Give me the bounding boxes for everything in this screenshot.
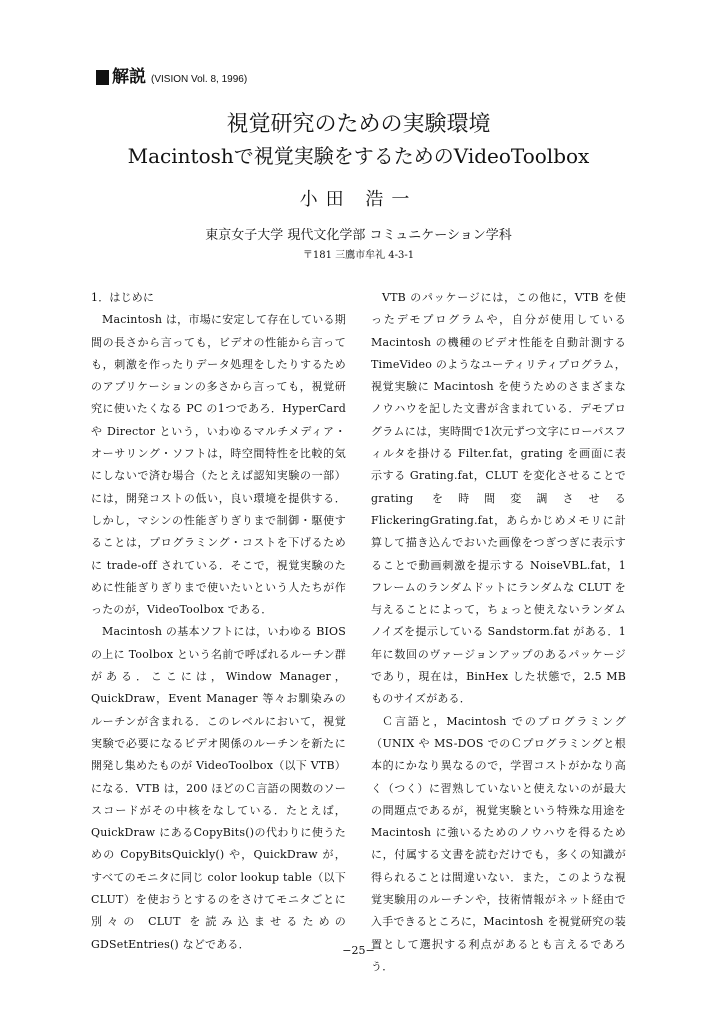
- article-type-label: 解説: [112, 67, 146, 87]
- black-square-icon: [96, 70, 109, 85]
- author-affiliation: 東京女子大学 現代文化学部 コミュニケーション学科: [205, 228, 512, 243]
- left-column: [91, 287, 346, 956]
- source-citation: (VISION Vol. 8, 1996): [151, 74, 248, 85]
- title-line-2: Macintoshで視覚実験をするためのVideoToolbox: [127, 144, 590, 168]
- page-number: −25−: [342, 944, 375, 957]
- body-paragraph: Macintosh は，市場に安定して存在している期間の長さから言っても，ビデオの性能から言っても，刺激を作ったりデータ処理をしたりするためのアプリケーションの多さから言っても，視覚研究に使いたくなる PC の1つであろ．HyperCard や Director という，いわゆるマルチメディア・オーサリング・ソフトは，時空間特性を比較的気にしないで済む場合（たとえば認知実験の一部）には，開発コストの低い，良い環境を提供する．しかし，マシンの性能ぎりぎりまで制御・駆使することは，プログラミング・コストを下げるために trade-off されている．そこで，視覚実験のために性能ぎりぎりまで使いたいという人たちが作ったのが，VideoToolbox である．: [91, 313, 346, 617]
- section-heading: 1．はじめに: [91, 291, 155, 304]
- title-line-1: 視覚研究のための実験環境: [226, 112, 491, 137]
- body-paragraph: Ｃ言語と，Macintosh でのプログラミング（UNIX や MS-DOS でのＣプログラミングと根本的にかなり異なるので，学習コストがかなり高く（つく）に習熟していないと使えないのが最大の問題点であるが，視覚実験という特殊な用途を Macintosh に強いるためのノウハウを得るために，付属する文書を読むだけでも，多くの知識が得られることは間違いない．また，このような視覚実験用のルーチンや，技術情報がネット経由で入手できるところに，Macintosh を視覚研究の装置として選択する利点があるとも言えるであろう．: [371, 714, 626, 973]
- author-name: 小田 浩一: [299, 189, 418, 210]
- body-paragraph: VTB のパッケージには，この他に，VTB を使ったデモプログラムや，自分が使用している Macintosh の機種のビデオ性能を自動計測する TimeVideo のようなユーティリティプログラム，視覚実験に Macintosh を使うためのさまざまなノウハウを記した文書が含まれている．デモプログラムには，実時間で1次元ずつ文字にローパスフィルタを掛ける Filter.fat，grating を画面に表示する Grating.fat，CLUT を変化させることで grating を時間変調させる FlickeringGrating.fat，あらかじめメモリに計算して描き込んでおいた画像をつぎつぎに表示することで動画刺激を提示する NoiseVBL.fat，1フレームのランダムドットにランダムな CLUT を与えることによって，ちょっと使えないランダムノイズを提示している Sandstorm.fat がある．1年に数回のヴァージョンアップのあるパッケージであり，現在は，BinHex した状態で，2.5 MB ものサイズがある．: [371, 291, 626, 706]
- body-paragraph: Macintosh の基本ソフトには，いわゆる BIOS の上に Toolbox という名前で呼ばれるルーチン群がある．ここには，Window Manager，QuickDraw，Event Manager 等々お馴染みのルーチンが含まれる．このレベルにおいて，視覚実験で必要になるビデオ関係のルーチンを新たに開発し集めたものが VideoToolbox（以下 VTB）になる．VTB は，200 ほどのＣ言語の関数のソースコードがその中核をなしている．たとえば，QuickDraw にあるCopyBits()の代わりに使うための CopyBitsQuickly() や，QuickDraw が，すべてのモニタに同じ color lookup table（以下CLUT）を使おうとするのをさけてモニタごとに別々の CLUT を読み込ませるための GDSetEntries() などである．: [91, 625, 346, 951]
- author-address: 〒181 三鷹市牟礼 4-3-1: [302, 250, 415, 261]
- right-column: [371, 287, 626, 978]
- article-header: [96, 68, 247, 87]
